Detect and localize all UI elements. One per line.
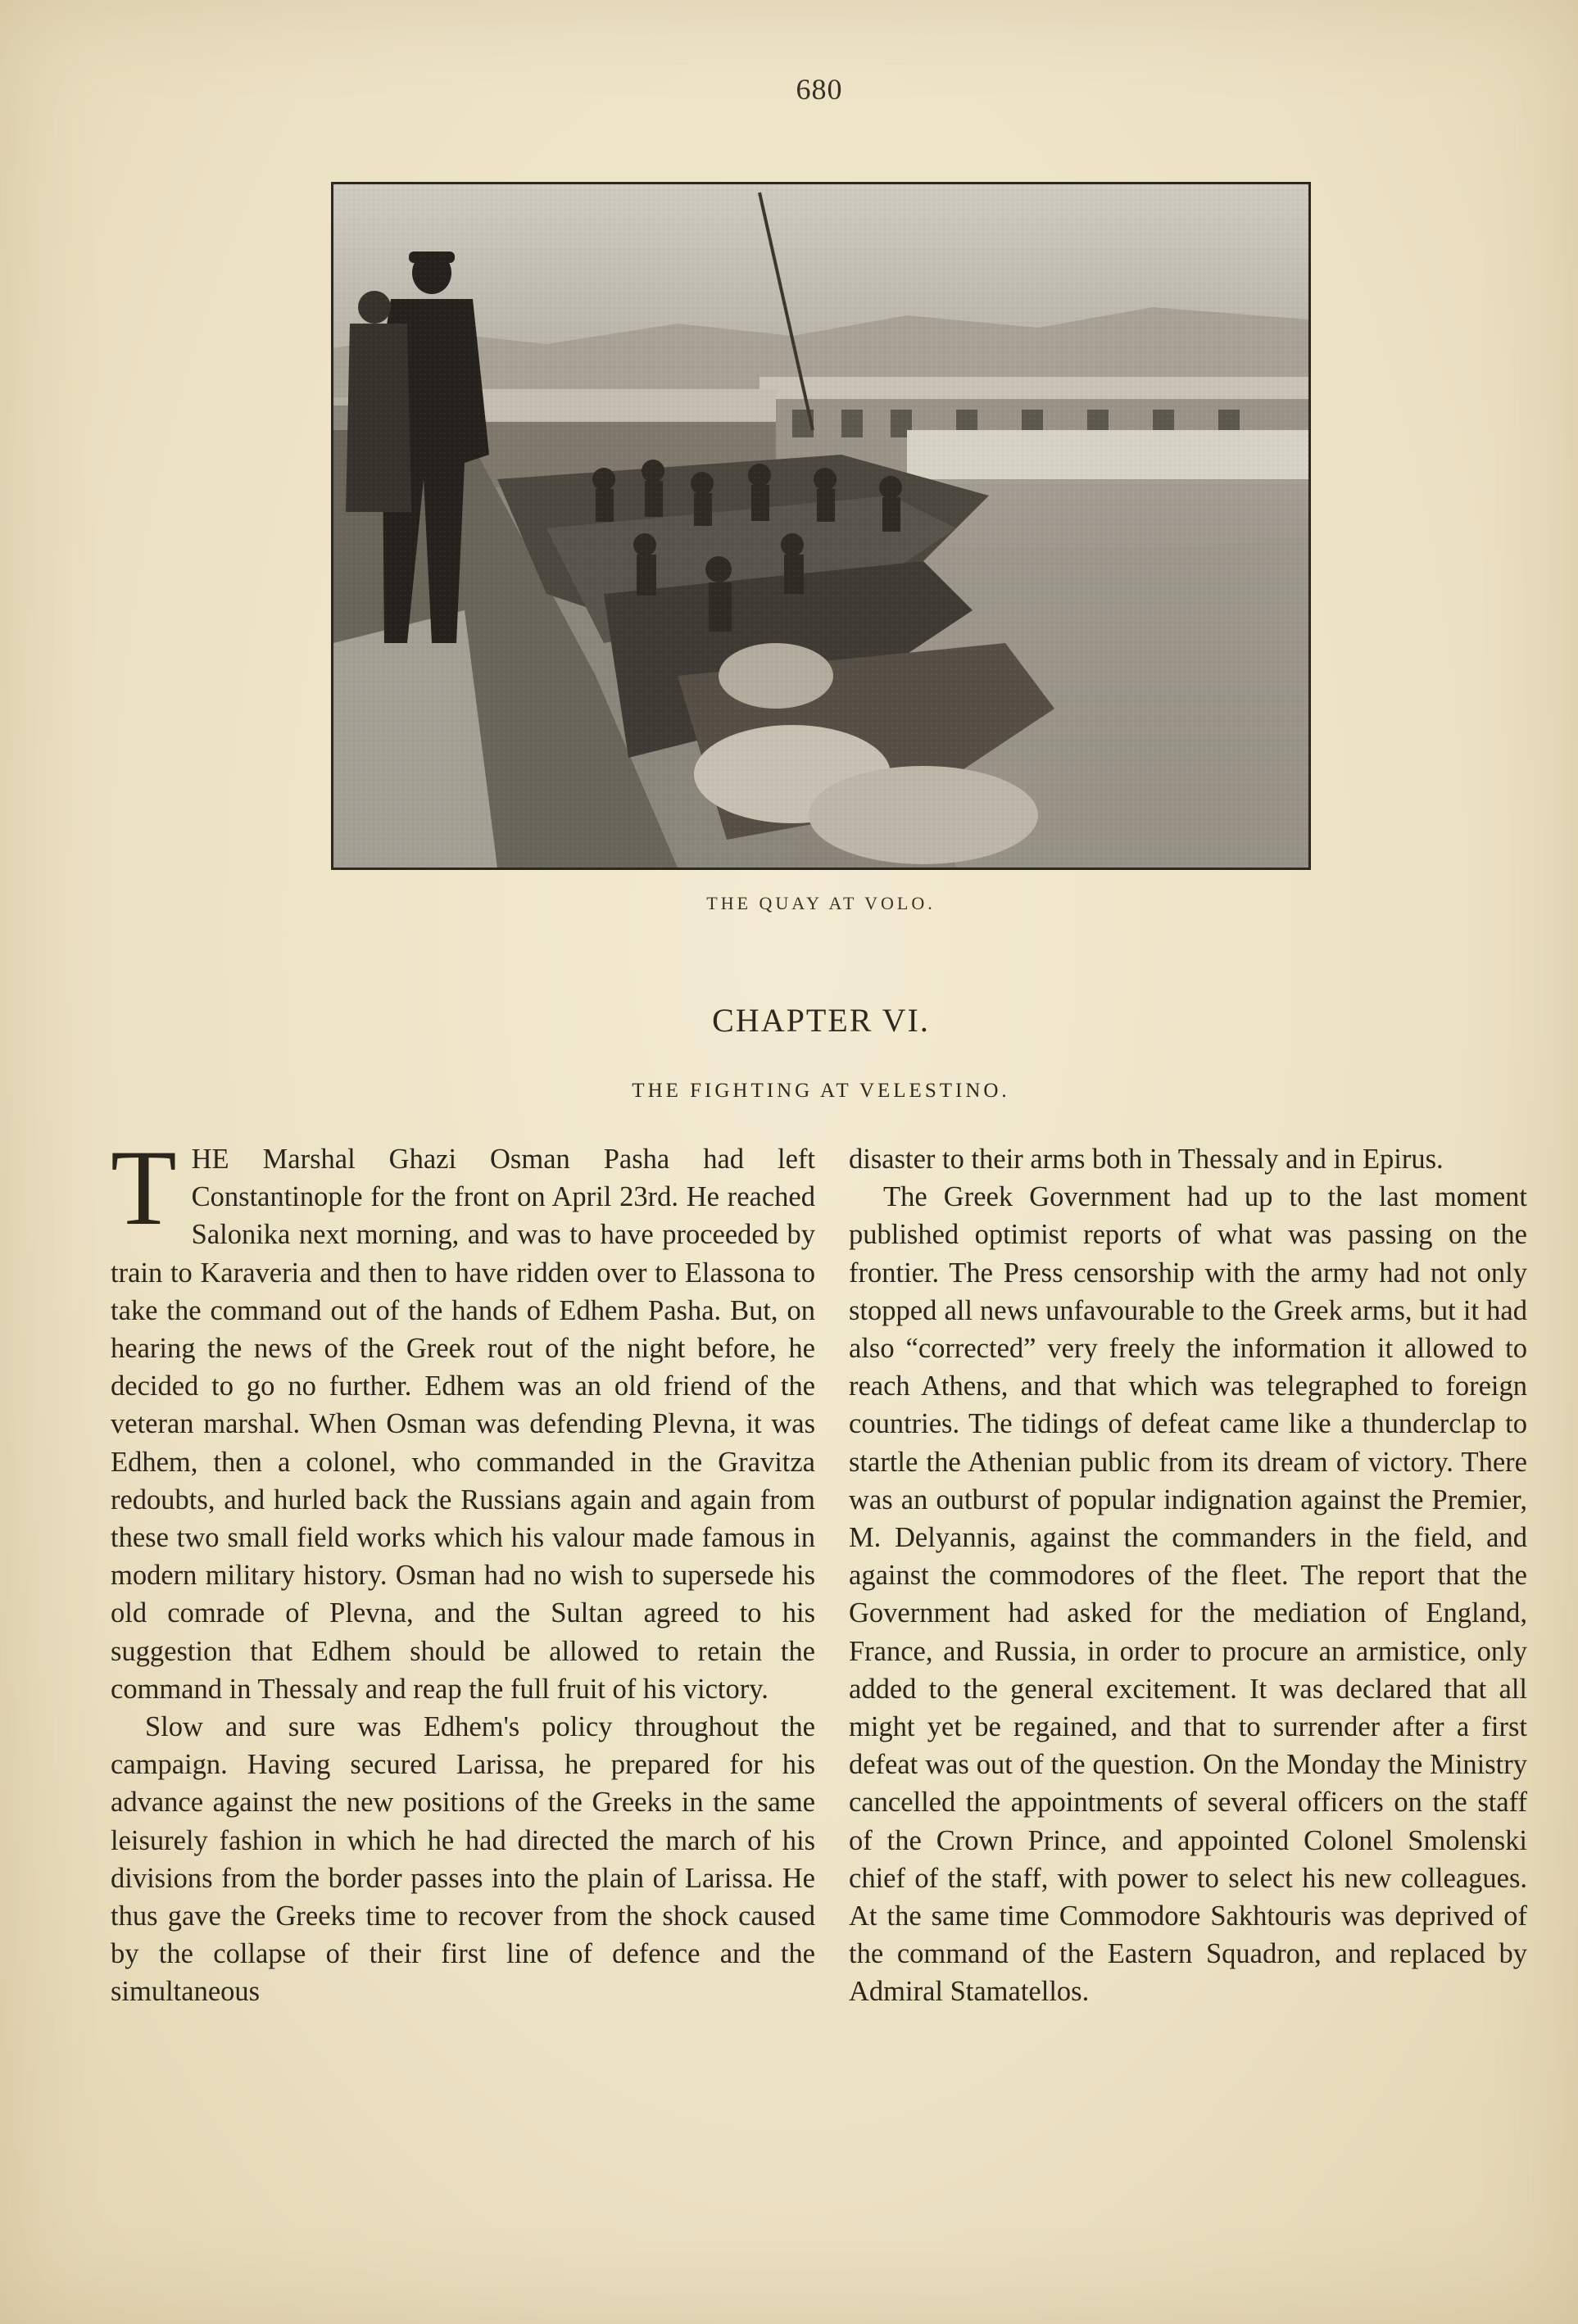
chapter-heading: CHAPTER VI. bbox=[712, 1002, 930, 1039]
drop-cap: T bbox=[111, 1127, 177, 1248]
chapter-subtitle: THE FIGHTING AT VELESTINO. bbox=[632, 1080, 1010, 1102]
right-column bbox=[849, 1140, 1527, 2011]
page-number: 680 bbox=[796, 73, 843, 106]
left-paragraph-1-text: HE Marshal Ghazi Osman Pasha had left Constantinople for the front on April 23rd. He reached Salonika next morning, and was to have proceeded by train to Karaveria and then to have ridden over to Elassona to take the command out of the hands of Edhem Pasha. But, on hearing the news of the Greek rout of the night before, he decided to go no further. Edhem was an old friend of the veteran marshal. When Osman was defending Plevna, it was Edhem, then a colonel, who commanded in the Gravitza redoubts, and hurled back the Russians again and again from these two small field works which his valour made famous in modern military history. Osman had no wish to supersede his old comrade of Plevna, and the Sultan agreed to his suggestion that Edhem should be allowed to retain the command in Thessaly and reap the full fruit of his victory. bbox=[111, 1144, 815, 1705]
figure-caption: THE QUAY AT VOLO. bbox=[706, 893, 936, 913]
right-paragraph-2: The Greek Government had up to the last moment published optimist reports of what was passing on the frontier. The Press censorship with the army had not only stopped all news unfavourable to the Greek arms, but it had also “corrected” very freely the information it allowed to reach Athens, and that which was telegraphed to foreign countries. The tidings of defeat came like a thunderclap to startle the Athenian public from its dream of victory. There was an outburst of popular indignation against the Premier, M. Delyannis, against the commanders in the field, and against the commodores of the fleet. The report that the Government had asked for the mediation of England, France, and Russia, in order to procure an armistice, only added to the general excitement. It was declared that all might yet be regained, and that to surrender after a first defeat was out of the question. On the Monday the Ministry cancelled the appointments of several officers on the staff of the Crown Prince, and appointed Colonel Smolenski chief of the staff, with power to select his new colleagues. At the same time Commodore Sakhtouris was deprived of the command of the Eastern Squadron, and replaced by Admiral Stamatellos. bbox=[849, 1181, 1527, 2008]
left-paragraph-1 bbox=[111, 1127, 815, 1708]
quay-photograph-image bbox=[333, 184, 1308, 868]
quay-photograph bbox=[331, 182, 1311, 870]
left-column bbox=[111, 1127, 815, 2011]
right-paragraph-1: disaster to their arms both in Thessaly and in Epirus. bbox=[849, 1144, 1444, 1175]
left-paragraph-2: Slow and sure was Edhem's policy throughout the campaign. Having secured Larissa, he prepared for his advance against the new positions of the Greeks in the same leisurely fashion in which he had directed the march of his divisions from the border passes into the plain of Larissa. He thus gave the Greeks time to recover from the shock caused by the collapse of their first line of defence and the simultaneous bbox=[111, 1711, 815, 2008]
